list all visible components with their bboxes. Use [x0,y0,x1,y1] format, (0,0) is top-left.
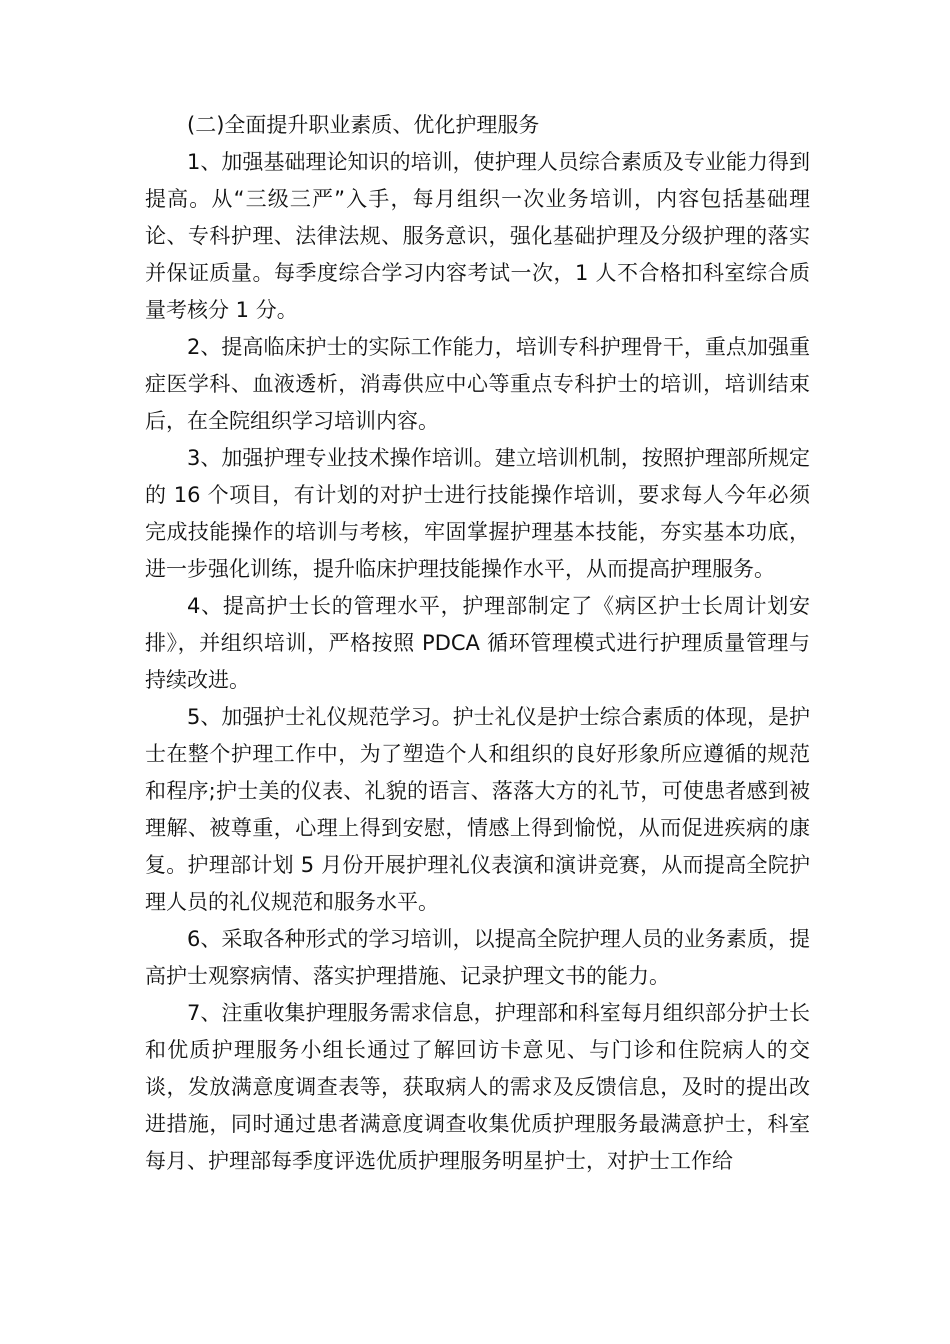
paragraph-4: 4、提高护士长的管理水平，护理部制定了《病区护士长周计划安排》，并组织培训，严格按照 PDCA 循环管理模式进行护理质量管理与持续改进。 [145,594,810,692]
document-body [145,107,810,1180]
paragraph-7: 7、注重收集护理服务需求信息，护理部和科室每月组织部分护士长和优质护理服务小组长通过了解回访卡意见、与门诊和住院病人的交谈，发放满意度调查表等，获取病人的需求及反馈信息，及时的提出改进措施，同时通过患者满意度调查收集优质护理服务最满意护士，科室每月、护理部每季度评选优质护理服务明星护士，对护士工作给 [145,1001,810,1173]
paragraph-1: 1、加强基础理论知识的培训，使护理人员综合素质及专业能力得到提高。从“三级三严”入手，每月组织一次业务培训，内容包括基础理论、专科护理、法律法规、服务意识，强化基础护理及分级护理的落实并保证质量。每季度综合学习内容考试一次，1 人不合格扣科室综合质量考核分 1 分。 [145,150,810,322]
paragraph-3: 3、加强护理专业技术操作培训。建立培训机制，按照护理部所规定的 16 个项目，有计划的对护士进行技能操作培训，要求每人今年必须完成技能操作的培训与考核，牢固掌握护理基本技能，夯实基本功底，进一步强化训练，提升临床护理技能操作水平，从而提高护理服务。 [145,446,810,581]
paragraph-6: 6、采取各种形式的学习培训，以提高全院护理人员的业务素质，提高护士观察病情、落实护理措施、记录护理文书的能力。 [145,927,810,988]
section-heading: (二)全面提升职业素质、优化护理服务 [187,113,540,137]
paragraph-2: 2、提高临床护士的实际工作能力，培训专科护理骨干，重点加强重症医学科、血液透析，消毒供应中心等重点专科护士的培训，培训结束后，在全院组织学习培训内容。 [145,335,810,433]
paragraph-5: 5、加强护士礼仪规范学习。护士礼仪是护士综合素质的体现，是护士在整个护理工作中，为了塑造个人和组织的良好形象所应遵循的规范和程序;护士美的仪表、礼貌的语言、落落大方的礼节，可使患者感到被理解、被尊重，心理上得到安慰，情感上得到愉悦，从而促进疾病的康复。护理部计划 5 月份开展护理礼仪表演和演讲竞赛，从而提高全院护理人员的礼仪规范和服务水平。 [145,705,810,914]
